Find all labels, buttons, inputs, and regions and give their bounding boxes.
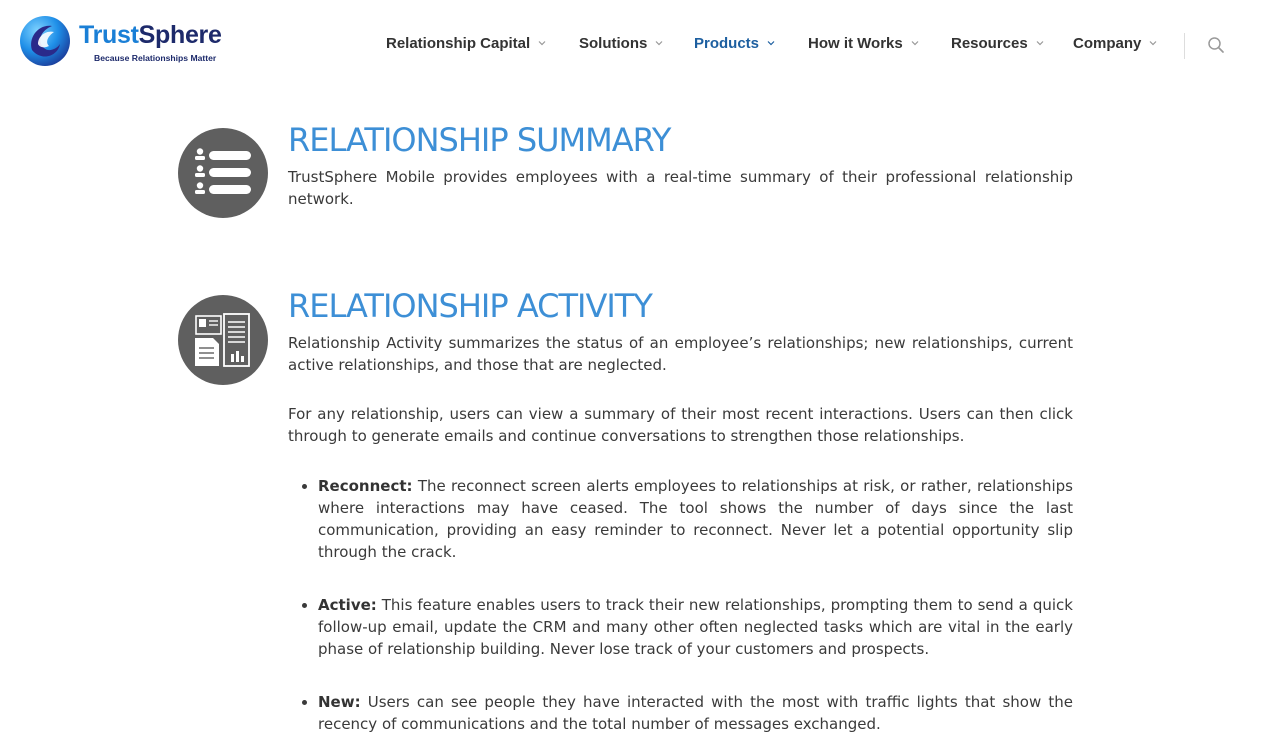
bullet-dot bbox=[302, 700, 307, 705]
bullet-text: The reconnect screen alerts employees to relationships at risk, or rather, relationships where interactions may have ceased. The tool shows the number of days since the last communication, providing an easy reminder to reconnect. Never let a potential opportunity slip through the crack. bbox=[318, 477, 1073, 561]
nav-item-resources[interactable] bbox=[951, 30, 1044, 56]
nav-item-label: Solutions bbox=[579, 34, 648, 52]
list-item-new bbox=[318, 691, 1073, 735]
nav-item-solutions[interactable] bbox=[579, 30, 663, 56]
nav-item-label: Resources bbox=[951, 34, 1028, 52]
list-item-reconnect bbox=[318, 475, 1073, 563]
list-item-active bbox=[318, 594, 1073, 660]
nav-item-company[interactable] bbox=[1073, 30, 1157, 56]
section-title-activity: RELATIONSHIP ACTIVITY bbox=[288, 287, 652, 325]
sphere-logo-icon bbox=[18, 14, 72, 68]
chevron-down-icon bbox=[655, 39, 663, 47]
chevron-down-icon bbox=[1149, 39, 1157, 47]
chevron-down-icon bbox=[538, 39, 546, 47]
bullet-term: Active: bbox=[318, 596, 377, 614]
bullet-term: New: bbox=[318, 693, 361, 711]
nav-item-how-it-works[interactable] bbox=[808, 30, 919, 56]
search-icon[interactable] bbox=[1207, 36, 1225, 54]
trustsphere-logo[interactable] bbox=[18, 14, 248, 70]
bullet-term: Reconnect: bbox=[318, 477, 413, 495]
nav-item-label: Relationship Capital bbox=[386, 34, 531, 52]
nav-divider bbox=[1184, 33, 1185, 59]
bullet-text: Users can see people they have interacted with the most with traffic lights that show the recency of communications and the total number of messages exchanged. bbox=[318, 693, 1073, 733]
nav-item-label: Products bbox=[694, 34, 760, 52]
documents-icon bbox=[177, 294, 269, 386]
bullet-text: This feature enables users to track their new relationships, prompting them to send a quick follow-up email, update the CRM and many other often neglected tasks which are vital in the early phase of relationship building. Never lose track of your customers and prospects. bbox=[318, 596, 1073, 658]
logo-tagline: Because Relationships Matter bbox=[94, 53, 217, 63]
nav-item-label: How it Works bbox=[808, 34, 903, 52]
site-header bbox=[0, 0, 1270, 85]
section-title-summary: RELATIONSHIP SUMMARY bbox=[288, 121, 671, 159]
chevron-down-icon bbox=[911, 39, 919, 47]
nav-item-products[interactable] bbox=[694, 30, 775, 56]
bullet-dot bbox=[302, 484, 307, 489]
bullet-dot bbox=[302, 603, 307, 608]
logo-wordmark: TrustSphere bbox=[79, 21, 222, 49]
nav-item-label: Company bbox=[1073, 34, 1142, 52]
nav-item-relationship-capital[interactable] bbox=[386, 30, 546, 56]
list-icon bbox=[177, 127, 269, 219]
summary-paragraph: TrustSphere Mobile provides employees with a real-time summary of their professional relationship network. bbox=[288, 168, 1073, 208]
chevron-down-icon bbox=[767, 39, 775, 47]
chevron-down-icon bbox=[1036, 39, 1044, 47]
activity-paragraph-2: For any relationship, users can view a summary of their most recent interactions. Users can then click through to generate emails and continue conversations to strengthen those relationships. bbox=[288, 405, 1073, 445]
activity-paragraph-1: Relationship Activity summarizes the status of an employee’s relationships; new relationships, current active relationships, and those that are neglected. bbox=[288, 334, 1073, 374]
